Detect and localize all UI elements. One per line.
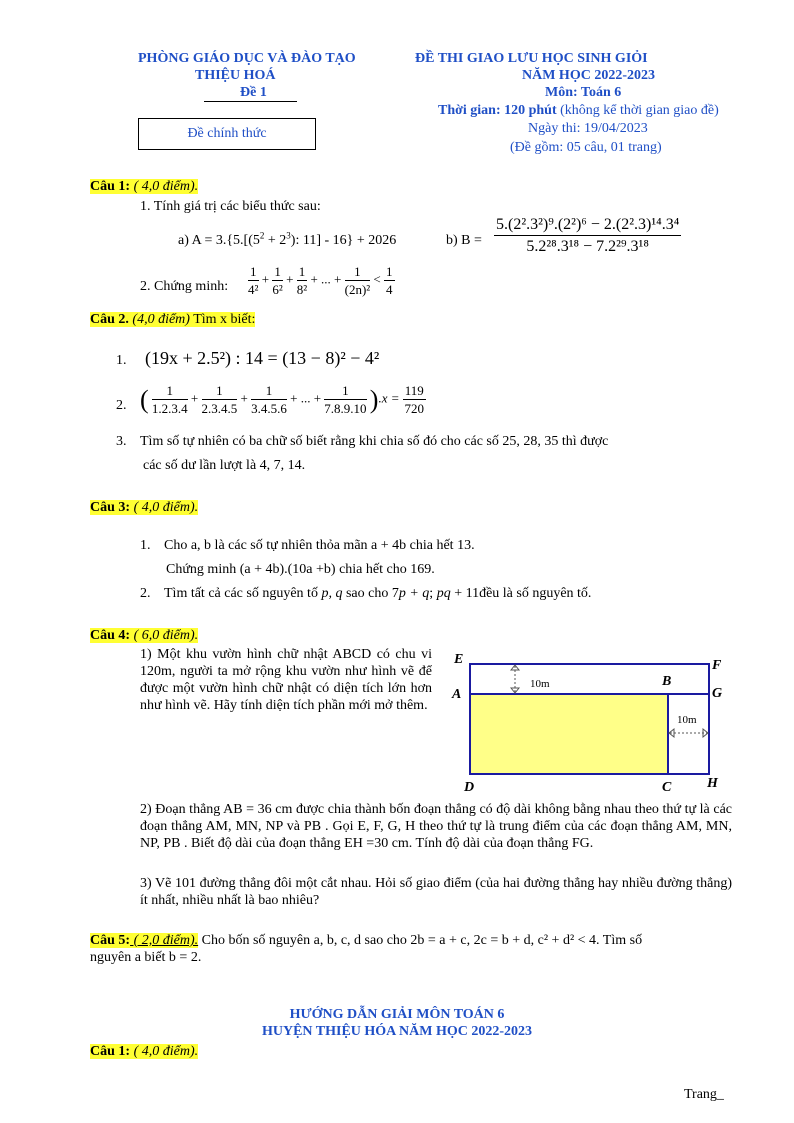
q1-expression-b-label: b) B = <box>446 233 482 248</box>
q4-part3: 3) Vẽ 101 đường thẳng đôi một cắt nhau. Hỏi số giao điểm (của hai đường thẳng hay nhiều đường thẳng) ít nhất, nhiều nhất là bao nhiêu? <box>140 876 732 908</box>
official-exam-box <box>138 118 316 150</box>
q3-heading: Câu 3: ( 4,0 điểm). <box>90 500 199 515</box>
q3-item1-line1: Cho a, b là các số tự nhiên thỏa mãn a + 4b chia hết 13. <box>164 538 475 553</box>
official-exam-label: Đề chính thức <box>187 126 267 141</box>
q4-garden-figure <box>440 645 740 795</box>
label-F: F <box>712 658 722 673</box>
q2-item3-line2: các số dư lần lượt là 4, 7, 14. <box>143 458 306 473</box>
original-garden-area <box>470 694 668 774</box>
header-school-year: NĂM HỌC 2022-2023 <box>522 68 655 83</box>
header-underline <box>204 101 297 102</box>
header-exam-title: ĐỀ THI GIAO LƯU HỌC SINH GIỎI <box>415 51 648 66</box>
label-H: H <box>707 776 718 791</box>
label-G: G <box>712 686 723 701</box>
header-time: Thời gian: 120 phút (không kể thời gian giao đề) <box>438 103 719 118</box>
right-gap-label: 10m <box>677 714 697 726</box>
header-exam-date: Ngày thi: 19/04/2023 <box>528 121 648 136</box>
q4-heading: Câu 4: ( 6,0 điểm). <box>90 628 199 643</box>
q1-expression-b <box>494 214 681 257</box>
q3-item2: Tìm tất cả các số nguyên tố p, q sao cho 7p + q; pq + 11đều là số nguyên tố. <box>164 586 592 601</box>
q1-b-numerator: 5.(2².3²)⁹.(2²)⁶ − 2.(2².3)¹⁴.3⁴ <box>494 214 681 236</box>
header-page-count: (Đề gồm: 05 câu, 01 trang) <box>510 140 662 155</box>
q2-heading: Câu 2. (4,0 điểm) Tìm x biết: <box>90 312 256 327</box>
q1-item2: 2. Chứng minh: <box>140 279 229 294</box>
q5-line1: Câu 5: ( 2,0 điểm). Cho bốn số nguyên a, b, c, d sao cho 2b = a + c, 2c = b + d, c² + d² < 4. Tìm số <box>90 933 643 948</box>
top-gap-label: 10m <box>530 678 550 690</box>
page-footer: Trang_ <box>684 1087 724 1102</box>
label-E: E <box>454 652 464 667</box>
q1-b-denominator: 5.2²⁸.3¹⁸ − 7.2²⁹.3¹⁸ <box>526 238 649 255</box>
header-district: THIỆU HOÁ <box>195 68 276 83</box>
q3-item1-line2: Chứng minh (a + 4b).(10a +b) chia hết cho 169. <box>166 562 435 577</box>
q2-n2: 2. <box>116 398 127 413</box>
answer-title1: HƯỚNG DẪN GIẢI MÔN TOÁN 6 <box>289 1007 505 1022</box>
q2-equation1: (19x + 2.5²) : 14 = (13 − 8)² − 4² <box>145 348 380 368</box>
q1-item1: 1. Tính giá trị các biểu thức sau: <box>140 199 321 214</box>
answer-title2: HUYỆN THIỆU HÓA NĂM HỌC 2022-2023 <box>261 1024 533 1039</box>
label-C: C <box>662 780 672 795</box>
header-department: PHÒNG GIÁO DỤC VÀ ĐÀO TẠO <box>138 51 356 66</box>
q3-n1: 1. <box>140 538 151 553</box>
answer-q1-heading: Câu 1: ( 4,0 điểm). <box>90 1044 199 1059</box>
q1-proof-inequality: $\frac{1}{\text{4²}}$ + $\frac{1}{\text{6²}}$ + $\frac{1}{\text{8²}}$ + ... + $\frac{1}{\text{(2n)²}}$ < $\frac{1}{4}$ <box>248 264 393 297</box>
header-subject: Môn: Toán 6 <box>545 85 622 100</box>
label-D: D <box>464 780 475 795</box>
header-exam-code: Đề 1 <box>240 85 267 100</box>
q2-n3: 3. <box>116 434 127 449</box>
q2-item3-line1: Tìm số tự nhiên có ba chữ số biết rằng khi chia số đó cho các số 25, 28, 35 thì được <box>140 434 609 449</box>
q5-line2: nguyên a biết b = 2. <box>90 950 202 965</box>
label-B: B <box>662 674 672 689</box>
q4-part2: 2) Đoạn thẳng AB = 36 cm được chia thành bốn đoạn thẳng có độ dài không bằng nhau theo thứ tự là các đoạn thẳng AM, MN, NP và PB . Gọi E, F, G, H theo thứ tự là trung điểm của các đoạn thẳng AM, MN, NP, PB . Biết độ dài của đoạn thẳng EH =30 cm. Tính độ dài của đoạn thẳng FG. <box>140 802 732 851</box>
q2-equation2: ( $\frac{1}{1.2.3.4}$ + $\frac{1}{2.3.4.5}$ + $\frac{1}{3.4.5.6}$ + ... + $\frac{1}{7.8.9.10}$ ).x = $\frac{119}{720}$ <box>140 383 425 416</box>
q4-part1: 1) Một khu vườn hình chữ nhật ABCD có chu vi 120m, người ta mở rộng khu vườn như hình vẽ để được một vườn hình chữ nhật có diện tích lớn hơn như hình vẽ. Hãy tính diện tích phần mới mở thêm. <box>140 647 432 713</box>
label-A: A <box>452 687 462 702</box>
q3-n2: 2. <box>140 586 151 601</box>
q1-expression-a: a) $A = 3.\{5.[(5^2 + 2^3)$: 11] - 16} + 2026 <box>178 230 397 248</box>
q2-n1: 1. <box>116 353 127 368</box>
q1-heading: Câu 1: ( 4,0 điểm). <box>90 179 199 194</box>
